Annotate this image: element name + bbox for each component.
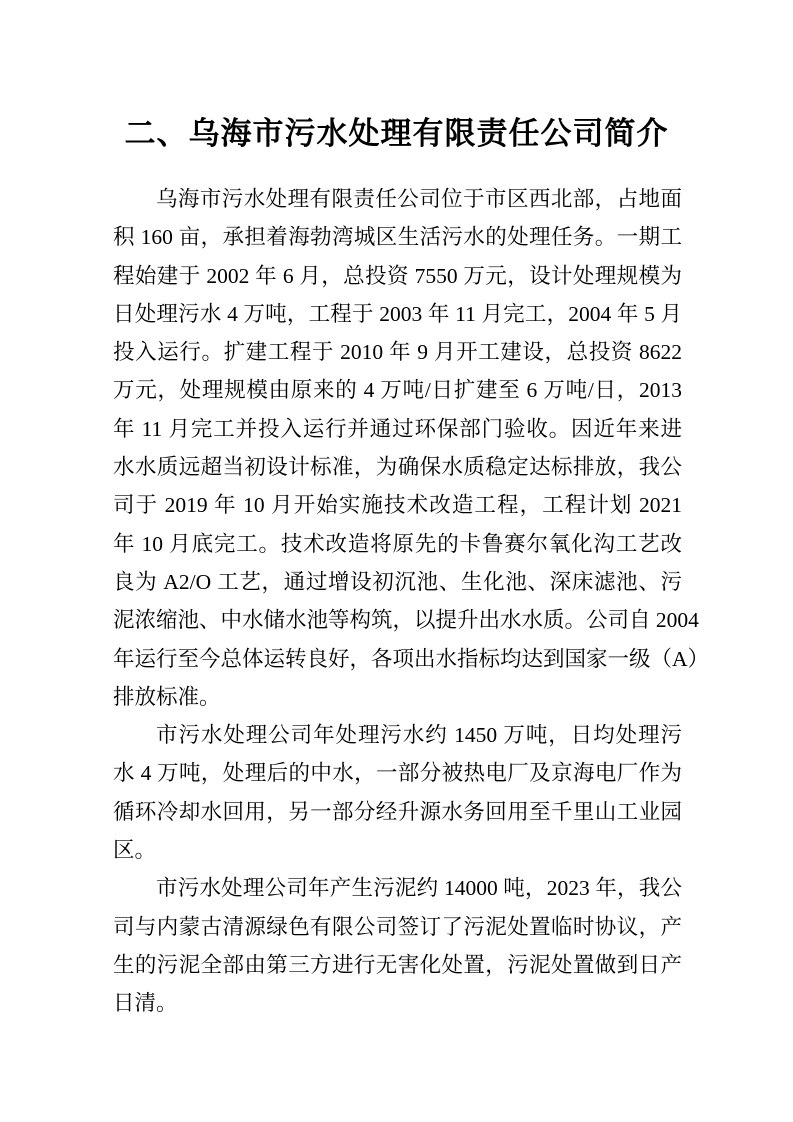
paragraph-line: 水水质远超当初设计标准，为确保水质稳定达标排放，我公 (113, 455, 682, 480)
paragraph-line: 日清。 (113, 991, 178, 1016)
paragraph-line: 年运行至今总体运转良好，各项出水指标均达到国家一级（A） (113, 646, 710, 671)
paragraph-water-reuse (113, 716, 682, 869)
paragraph-line: 良为 A2/O 工艺，通过增设初沉池、生化池、深床滤池、污 (113, 569, 682, 594)
paragraph-line: 排放标准。 (113, 684, 221, 709)
paragraph-line: 区。 (113, 838, 157, 863)
paragraph-line: 乌海市污水处理有限责任公司位于市区西北部，占地面 (156, 187, 682, 211)
paragraph-line: 生的污泥全部由第三方进行无害化处置，污泥处置做到日产 (113, 952, 682, 977)
paragraph-line: 循环冷却水回用，另一部分经升源水务回用至千里山工业园 (113, 799, 682, 824)
paragraph-line: 泥浓缩池、中水储水池等构筑，以提升出水水质。公司自 2004 (113, 608, 699, 633)
paragraph-line: 水 4 万吨，处理后的中水，一部分被热电厂及京海电厂作为 (113, 761, 682, 786)
document-body (113, 180, 710, 1023)
paragraph-line: 市污水处理公司年处理污水约 1450 万吨，日均处理污 (156, 723, 682, 748)
paragraph-line: 程始建于 2002 年 6 月，总投资 7550 万元，设计处理规模为 (113, 263, 682, 288)
document-title: 二、乌海市污水处理有限责任公司简介 (124, 115, 669, 151)
paragraph-line: 年 11 月完工并投入运行并通过环保部门验收。因近年来进 (113, 416, 682, 441)
paragraph-line: 万元，处理规模由原来的 4 万吨/日扩建至 6 万吨/日，2013 (113, 378, 682, 403)
paragraph-company-intro (113, 180, 710, 716)
paragraph-line: 司于 2019 年 10 月开始实施技术改造工程，工程计划 2021 (113, 493, 682, 518)
paragraph-line: 投入运行。扩建工程于 2010 年 9 月开工建设，总投资 8622 (113, 340, 682, 365)
paragraph-line: 日处理污水 4 万吨，工程于 2003 年 11 月完工，2004 年 5 月 (113, 301, 682, 326)
paragraph-line: 积 160 亩，承担着海勃湾城区生活污水的处理任务。一期工 (113, 225, 682, 250)
paragraph-line: 市污水处理公司年产生污泥约 14000 吨，2023 年，我公 (156, 876, 682, 901)
paragraph-sludge-disposal (113, 869, 682, 1022)
paragraph-line: 年 10 月底完工。技术改造将原先的卡鲁赛尔氧化沟工艺改 (113, 531, 682, 556)
paragraph-line: 司与内蒙古清源绿色有限公司签订了污泥处置临时协议，产 (113, 914, 682, 939)
